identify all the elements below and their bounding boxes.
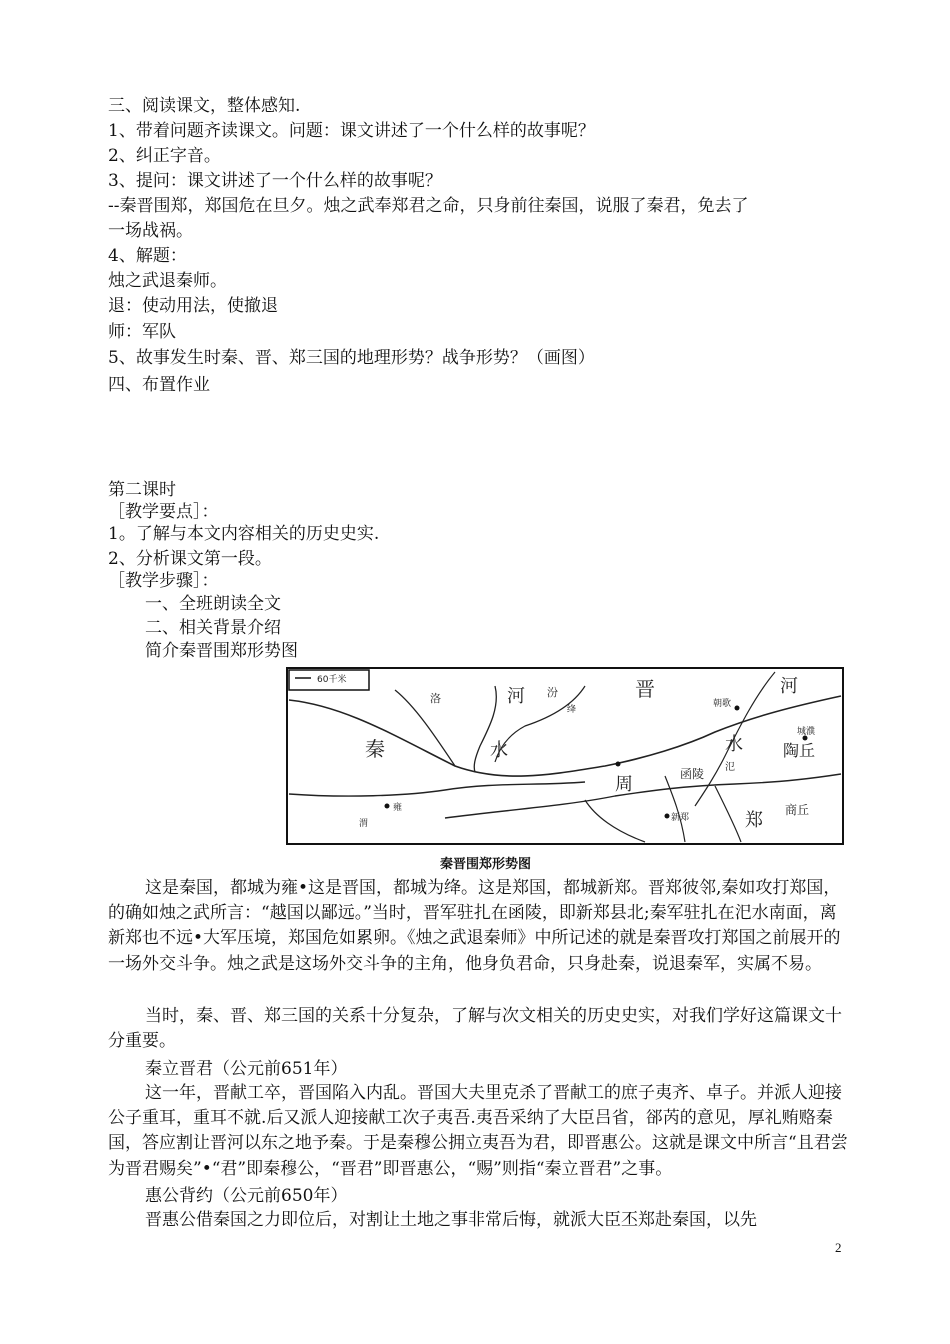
text-line: 四、布置作业 — [108, 375, 210, 395]
label-he: 河 — [780, 676, 798, 697]
label-shangqiu: 商丘 — [785, 803, 810, 817]
text-line: 师：军队 — [108, 322, 176, 342]
section-heading: ［教学要点］： — [108, 502, 219, 522]
label-qin: 秦 — [365, 737, 385, 761]
paragraph: 这是秦国，都城为雍•这是晋国，都城为绛。这是郑国，都城新郑。晋郑彼邻,秦如攻打郑国，的确如烛之武所言：“越国以鄙远。”当时，晋军驻扎在函陵，即新郑县北;秦军驻扎在汜水南面，离新郑也不远•大军压境，郑国危如累卵。《烛之武退秦师》中所记述的就是秦晋攻打郑国之前展开的一场外交斗争。烛之武是这场外交斗争的主角，他身负君命，只身赴秦，说退秦军，实属不易。 — [108, 878, 841, 974]
text-line: 1。了解与本文内容相关的历史史实. — [108, 524, 380, 544]
text-line: 三、阅读课文，整体感知. — [108, 96, 301, 116]
label-jiang: 绛 — [567, 705, 577, 715]
text-line: 2、分析课文第一段。 — [108, 549, 272, 569]
label-wei: 渭 — [359, 819, 369, 829]
label-zheng: 郑 — [745, 810, 763, 831]
city-marker — [385, 804, 390, 809]
label-zhaoge: 朝歌 — [713, 699, 732, 709]
step-line: 二、相关背景介绍 — [145, 618, 281, 638]
page-number: 2 — [835, 1240, 842, 1255]
city-marker — [735, 706, 740, 711]
text-line: 一场战祸。 — [108, 221, 193, 241]
label-chengpu: 城濮 — [797, 727, 816, 737]
label-he: 河 — [507, 686, 525, 707]
paragraph: 当时，秦、晋、郑三国的关系十分复杂，了解与次文相关的历史史实，对我们学好这篇课文十分重要。 — [108, 1006, 842, 1052]
label-shui: 水 — [490, 740, 508, 761]
label-hanling: 函陵 — [680, 767, 705, 781]
label-yong: 雍 — [393, 803, 403, 813]
label-taoqiu: 陶丘 — [783, 741, 816, 760]
event-heading: 秦立晋君（公元前651年） — [145, 1059, 348, 1079]
label-luo: 洛 — [430, 692, 441, 705]
event-heading: 惠公背约（公元前650年） — [145, 1186, 348, 1206]
paragraph: 这一年，晋献工卒，晋国陷入内乱。晋国大夫里克杀了晋献工的庶子夷齐、卓子。并派人迎接公子重耳，重耳不就.后又派人迎接献工次子夷吾.夷吾采纳了大臣吕省，郤芮的意见，厚礼贿赂秦国，答应割让晋河以东之地予秦。于是秦穆公拥立夷吾为君，即晋惠公。这就是课文中所言“且君尝为晋君赐矣”•“君”即秦穆公，“晋君”即晋惠公，“赐”则指“秦立晋君”之事。 — [108, 1083, 848, 1179]
label-shui: 水 — [725, 734, 743, 755]
step-line: 简介秦晋围郑形势图 — [145, 641, 298, 661]
section-heading: ［教学步骤］： — [108, 571, 219, 591]
label-xinzheng: 新郑 — [671, 813, 690, 823]
label-jin: 晋 — [635, 677, 655, 701]
text-line: 1、带着问题齐读课文。问题：课文讲述了一个什么样的故事呢？ — [108, 121, 595, 141]
label-fan: 氾 — [725, 762, 735, 773]
historical-map — [285, 666, 845, 846]
city-marker — [616, 762, 621, 767]
text-line: 5、故事发生时秦、晋、郑三国的地理形势？战争形势？（画图） — [108, 348, 595, 368]
lesson-title: 第二课时 — [108, 480, 176, 500]
paragraph: 晋惠公借秦国之力即位后，对割让土地之事非常后悔，就派大臣丕郑赴秦国，以先 — [145, 1210, 757, 1230]
step-line: 一、全班朗读全文 — [145, 594, 281, 614]
scale-label: 60千米 — [317, 675, 347, 685]
map-caption: 秦晋围郑形势图 — [440, 857, 532, 872]
label-zhou: 周 — [615, 774, 633, 795]
text-line: 退：使动用法，使撤退 — [108, 296, 278, 316]
text-line: 烛之武退秦师。 — [108, 271, 227, 291]
text-line: 4、解题： — [108, 246, 187, 266]
label-fen: 汾 — [547, 686, 558, 699]
text-line: --秦晋围郑，郑国危在旦夕。烛之武奉郑君之命，只身前往秦国，说服了秦君，免去了 — [108, 196, 749, 216]
text-line: 3、提问：课文讲述了一个什么样的故事呢？ — [108, 171, 442, 191]
city-marker — [665, 814, 670, 819]
text-line: 2、纠正字音。 — [108, 146, 221, 166]
